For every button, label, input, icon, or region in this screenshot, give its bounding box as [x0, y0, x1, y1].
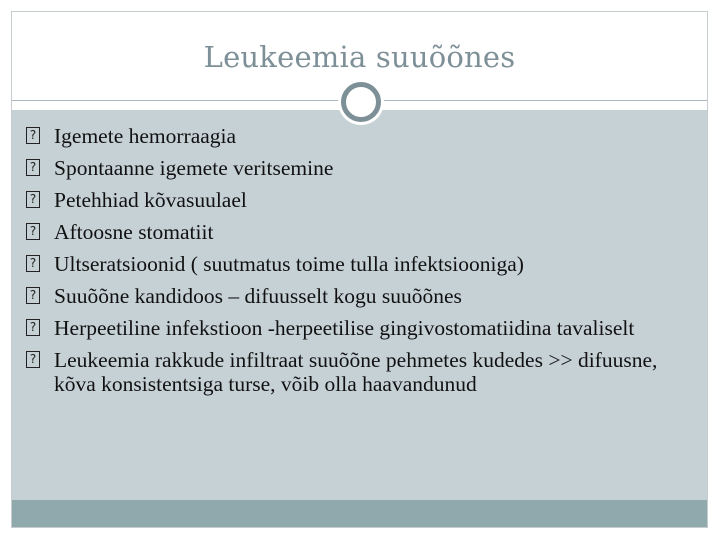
bullet-box-icon: ? [26, 255, 40, 272]
bullet-box-icon: ? [26, 351, 40, 368]
bullet-box-icon: ? [26, 191, 40, 208]
bullet-box-icon: ? [26, 223, 40, 240]
bullet-text: Suuõõne kandidoos – difuusselt kogu suuõõnes [54, 284, 462, 308]
bullet-text: Herpeetiline infekstioon -herpeetilise gingivostomatiidina tavaliselt [54, 316, 635, 340]
bullet-item [16, 220, 701, 244]
bullet-item [16, 284, 701, 308]
slide [11, 11, 708, 528]
bullet-box-icon: ? [26, 159, 40, 176]
bullet-item [16, 252, 701, 276]
bullet-text: Leukeemia rakkude infiltraat suuõõne pehmetes kudedes >> difuusne, kõva konsistentsiga turse, võib olla haavandunud [54, 348, 658, 396]
bullet-box-icon: ? [26, 127, 40, 144]
bullet-item [16, 124, 701, 148]
bullet-text: Petehhiad kõvasuulael [54, 188, 247, 212]
bullet-text: Igemete hemorraagia [54, 124, 237, 148]
slide-title: Leukeemia suuõõnes [203, 40, 516, 74]
bullet-item [16, 316, 701, 340]
bullet-text: Ultseratsioonid ( suutmatus toime tulla infektsiooniga) [54, 252, 524, 276]
bullet-box-icon: ? [26, 287, 40, 304]
bullet-box-icon: ? [26, 319, 40, 336]
bullet-item [16, 188, 701, 212]
bullet-text: Spontaanne igemete veritsemine [54, 156, 334, 180]
bullet-item [16, 156, 701, 180]
bottom-bar [12, 500, 707, 527]
bullet-list [16, 124, 701, 404]
circle-ornament-icon [341, 82, 381, 122]
bullet-text: Aftoosne stomatiit [54, 220, 214, 244]
bullet-item [16, 348, 701, 396]
